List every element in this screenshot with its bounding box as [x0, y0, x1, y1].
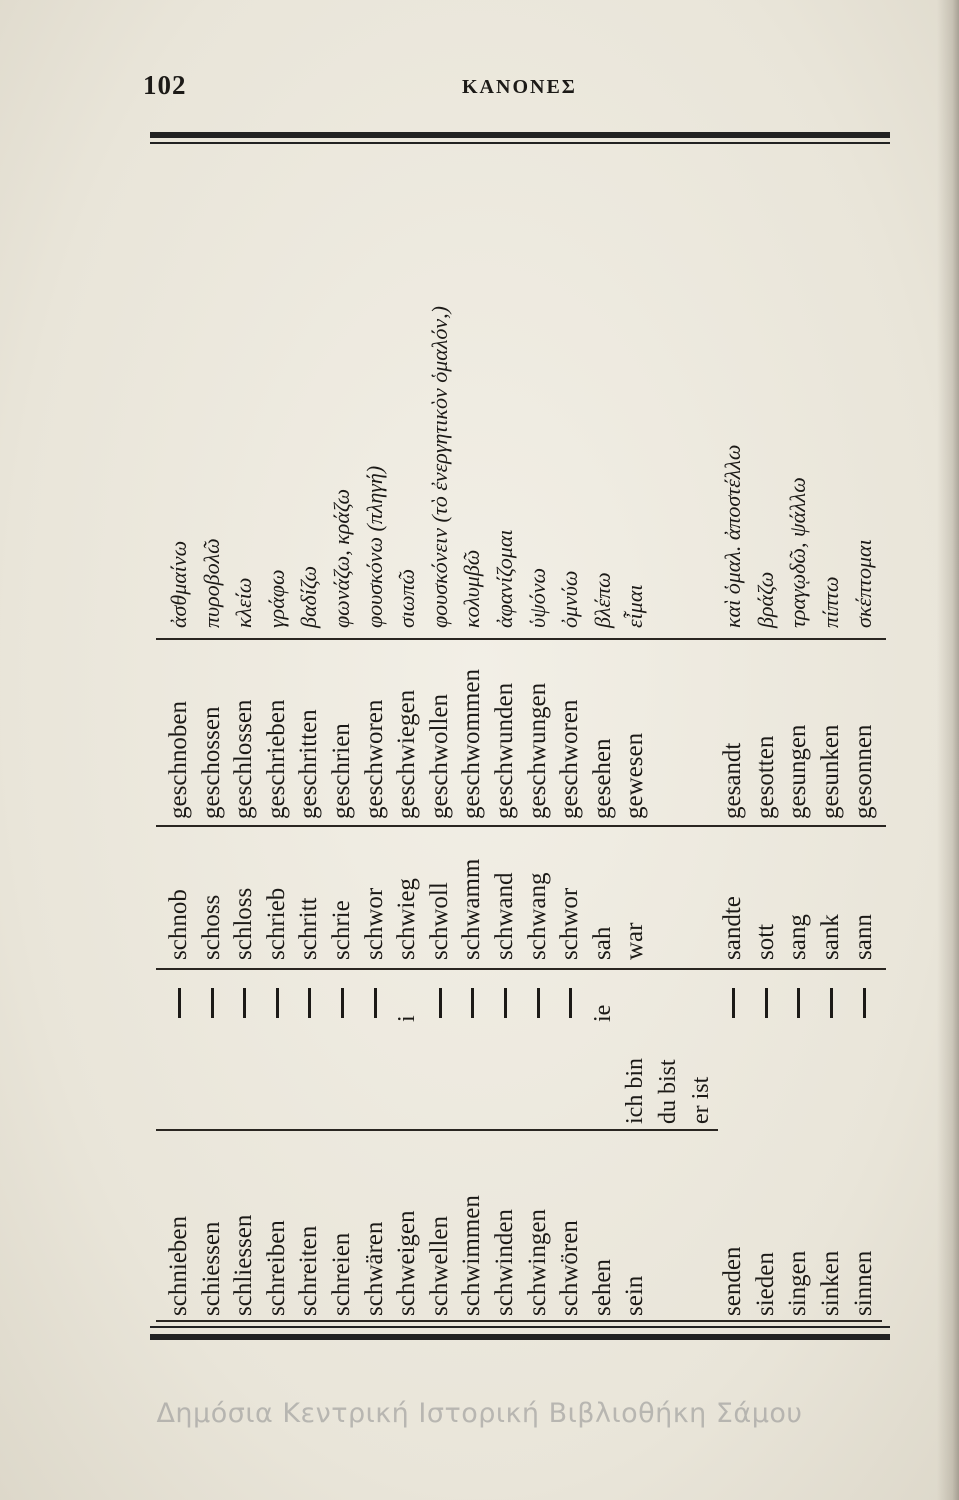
participle-cell: geschwiegen — [393, 689, 421, 819]
dash-mark — [471, 988, 474, 1018]
preterite-column — [152, 825, 890, 968]
greek-cell: κλείω — [231, 577, 257, 628]
greek-cell: ἀφανίζομαι — [492, 529, 517, 628]
infinitive-cell: schwären — [360, 1221, 388, 1316]
dash-mark — [308, 988, 311, 1018]
infinitive-cell: schwören — [556, 1220, 584, 1316]
infinitive-cell: singen — [784, 1250, 812, 1316]
dash-mark — [439, 988, 442, 1018]
greek-cell: ὑψόνω — [524, 567, 550, 628]
infinitive-cell: schweigen — [393, 1210, 421, 1316]
bottom-rule — [150, 1334, 890, 1340]
present-column — [152, 1032, 890, 1128]
participle-column — [152, 638, 890, 825]
top-rule — [150, 132, 890, 138]
greek-cell: πίπτω — [818, 576, 843, 628]
greek-cell: κολυμβῶ — [459, 549, 485, 628]
dash-mark — [178, 988, 181, 1018]
preterite-cell: sott — [751, 923, 779, 960]
participle-cell: geschrieben — [262, 699, 290, 819]
preterite-cell: schoss — [197, 894, 225, 960]
participle-cell: geschworen — [360, 699, 388, 819]
participle-cell: geschwommen — [458, 669, 486, 819]
dash-mark — [732, 988, 735, 1018]
infinitive-cell: senden — [719, 1246, 747, 1316]
infinitive-cell: schnieben — [165, 1216, 192, 1316]
greek-cell: σκέπτομαι — [850, 539, 876, 628]
infinitive-cell: schwellen — [425, 1216, 453, 1316]
dash-mark — [276, 988, 279, 1018]
infinitive-column — [152, 1128, 890, 1324]
participle-cell: gesungen — [784, 724, 812, 819]
greek-cell: φωνάζω, κράζω — [329, 488, 354, 628]
preterite-cell: schwand — [491, 872, 518, 960]
present-cell: er ist — [687, 1076, 714, 1124]
participle-cell: geschlossen — [230, 699, 258, 819]
preterite-cell: schritt — [295, 897, 323, 960]
participle-cell: geschrien — [328, 723, 355, 819]
bottom-rule-thin — [150, 1326, 890, 1328]
present-cell: du bist — [655, 1059, 681, 1124]
dash-mark — [765, 988, 768, 1018]
greek-cell: γράφω — [263, 569, 289, 628]
greek-cell: φουσκόνω (πληγή) — [361, 465, 387, 628]
greek-cell: βλέπω — [589, 572, 615, 628]
preterite-cell: sank — [817, 914, 844, 960]
infinitive-cell: schliessen — [230, 1214, 258, 1316]
preterite-cell: schrieb — [262, 887, 290, 960]
running-title: ΚΑΝΟΝΕΣ — [462, 76, 577, 98]
dash-mark — [569, 988, 572, 1018]
infinitive-cell: schwinden — [491, 1209, 518, 1316]
preterite-cell: schwieg — [393, 878, 421, 960]
dash-mark — [243, 988, 246, 1018]
dash-mark — [374, 988, 377, 1018]
infinitive-cell: sehen — [588, 1259, 616, 1316]
preterite-cell: war — [621, 922, 649, 960]
preterite-cell: schwang — [523, 872, 551, 960]
page-edge-shadow — [937, 0, 959, 1500]
preterite-cell: sang — [784, 914, 812, 960]
top-rule-thin — [150, 142, 890, 144]
participle-cell: gesandt — [719, 742, 747, 819]
infinitive-cell: schwimmen — [458, 1195, 486, 1316]
greek-cell: ὀμνύω — [557, 570, 583, 628]
infinitive-cell: sieden — [751, 1252, 779, 1316]
preterite-cell: sann — [849, 914, 877, 960]
greek-cell: τραγῳδῶ, ψάλλω — [785, 477, 811, 628]
infinitive-cell: sinnen — [849, 1250, 877, 1316]
dash-mark — [341, 988, 344, 1018]
greek-cell: φουσκόνειν (τὸ ἐνεργητικὸν ὁμαλόν,) — [426, 306, 452, 628]
participle-cell: gesehen — [588, 738, 616, 819]
preterite-cell: schwamm — [458, 858, 486, 960]
vowel-mark: i — [394, 1015, 421, 1022]
preterite-cell: schrie — [328, 900, 355, 960]
greek-cell: βαδίζω — [296, 565, 322, 628]
page-number: 102 — [143, 70, 187, 100]
participle-cell: gesunken — [817, 724, 844, 819]
dash-mark — [863, 988, 866, 1018]
greek-cell: πυροβολῶ — [198, 538, 224, 628]
dash-mark — [537, 988, 540, 1018]
infinitive-cell: schreiben — [262, 1220, 290, 1316]
present-cell: ich bin — [622, 1058, 649, 1124]
verb-table-rotated — [152, 148, 890, 1324]
infinitive-cell: sinken — [817, 1250, 844, 1316]
participle-cell: geschwollen — [425, 694, 453, 819]
greek-cell: καὶ ὁμαλ. ἀποστέλλω — [720, 444, 746, 628]
preterite-cell: schwor — [360, 887, 388, 960]
greek-cell: σιωπῶ — [394, 568, 420, 628]
preterite-cell: schnob — [165, 889, 192, 960]
participle-cell: gesonnen — [849, 724, 877, 819]
dash-mark — [797, 988, 800, 1018]
greek-column — [152, 148, 890, 638]
dash-mark — [211, 988, 214, 1018]
participle-cell: geschwungen — [523, 682, 551, 819]
participle-cell: geschwunden — [491, 682, 518, 819]
participle-cell: gesotten — [751, 735, 779, 819]
dash-mark — [830, 988, 833, 1018]
participle-cell: geschnoben — [165, 700, 192, 819]
participle-cell: geschossen — [197, 706, 225, 819]
infinitive-cell: schiessen — [197, 1221, 225, 1316]
infinitive-cell: sein — [621, 1275, 649, 1316]
dash-mark — [504, 988, 507, 1018]
mark-column — [152, 968, 890, 1032]
preterite-cell: schloss — [230, 887, 258, 960]
greek-cell: βράζω — [752, 571, 778, 628]
verb-table — [152, 148, 890, 1324]
preterite-cell: sandte — [719, 896, 747, 960]
preterite-cell: schwoll — [425, 882, 453, 960]
infinitive-cell: schreiten — [295, 1225, 323, 1316]
library-watermark: Δημόσια Κεντρική Ιστορική Βιβλιοθήκη Σάμου — [156, 1398, 803, 1429]
participle-cell: geschritten — [295, 709, 323, 819]
participle-cell: geschworen — [556, 699, 584, 819]
infinitive-cell: schreien — [328, 1232, 355, 1316]
greek-cell: ἀσθμαίνω — [166, 540, 191, 628]
preterite-cell: schwor — [556, 887, 584, 960]
participle-cell: gewesen — [621, 732, 649, 819]
greek-cell: εἶμαι — [622, 584, 648, 628]
vowel-mark: ie — [589, 1004, 616, 1022]
preterite-cell: sah — [588, 926, 616, 960]
infinitive-cell: schwingen — [523, 1209, 551, 1316]
